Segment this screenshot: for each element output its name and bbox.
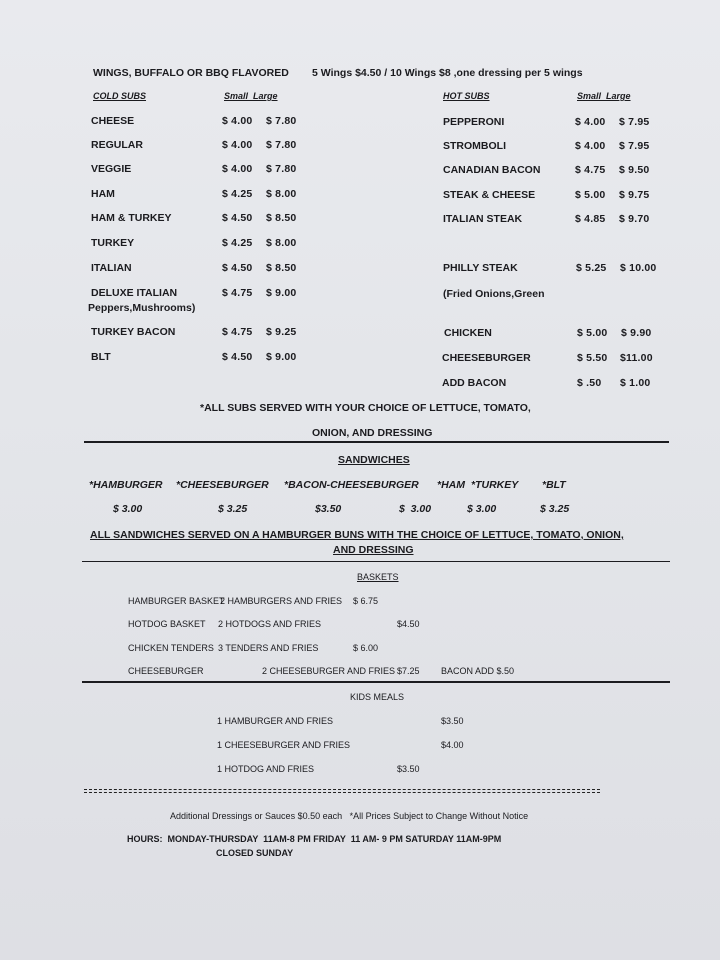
cold-sub-small: $ 4.25 xyxy=(222,188,253,200)
cold-sub-large: $ 7.80 xyxy=(266,163,297,175)
hot-sub-large: $ 7.95 xyxy=(619,140,650,152)
hot-sub-small: $ 4.85 xyxy=(575,213,606,225)
cold-sub-small: $ 4.50 xyxy=(222,351,253,363)
cold-subs-size-header: Small Large xyxy=(224,91,278,101)
hot-sub-name: ITALIAN STEAK xyxy=(443,213,523,225)
hot-subs-header: HOT SUBS xyxy=(443,91,490,101)
cold-sub-name: BLT xyxy=(91,351,111,363)
hot-sub-large: $ 9.70 xyxy=(619,213,650,225)
cold-subs-header: COLD SUBS xyxy=(93,91,147,101)
basket-price: $ 6.75 xyxy=(353,596,379,606)
cold-sub-small: $ 4.75 xyxy=(222,326,253,338)
hot-sub-name: STROMBOLI xyxy=(443,140,506,152)
sandwich-name: *HAM xyxy=(437,479,465,491)
wings-title: WINGS, BUFFALO OR BBQ FLAVORED xyxy=(93,67,289,79)
cold-sub-small: $ 4.75 xyxy=(222,287,253,299)
hot-sub-small: $ 5.00 xyxy=(575,189,606,201)
sandwich-price: $ 3.00 xyxy=(399,503,432,515)
hot-sub-small: $ .50 xyxy=(577,377,602,389)
kids-meal-desc: 1 HOTDOG AND FRIES xyxy=(217,764,315,774)
cold-sub-large: $ 7.80 xyxy=(266,139,297,151)
footer-closed: CLOSED SUNDAY xyxy=(216,848,294,858)
hot-sub-name: ADD BACON xyxy=(442,377,507,389)
subs-note-line2: ONION, AND DRESSING xyxy=(312,427,433,439)
sandwich-name: *TURKEY xyxy=(471,479,519,491)
sandwich-name: *CHEESEBURGER xyxy=(176,479,269,491)
hot-sub-name: CHEESEBURGER xyxy=(442,352,531,364)
cold-sub-name: ITALIAN xyxy=(91,262,132,274)
cold-sub-large: $ 9.25 xyxy=(266,326,297,338)
cold-sub-overflow-note: Peppers,Mushrooms) xyxy=(88,302,196,314)
sandwich-price: $ 3.25 xyxy=(540,503,570,515)
cold-sub-large: $ 9.00 xyxy=(266,287,297,299)
cold-sub-large: $ 7.80 xyxy=(266,115,297,127)
cold-sub-small: $ 4.00 xyxy=(222,163,253,175)
hot-sub-small: $ 4.00 xyxy=(575,116,606,128)
cold-sub-large: $ 8.50 xyxy=(266,262,297,274)
basket-name: CHICKEN TENDERS xyxy=(128,643,214,653)
sandwich-name: *BACON-CHEESEBURGER xyxy=(284,479,419,491)
basket-desc: 3 TENDERS AND FRIES xyxy=(218,643,319,653)
basket-name: CHEESEBURGER xyxy=(128,666,204,676)
sandwiches-header: SANDWICHES xyxy=(338,454,410,466)
basket-price: $4.50 xyxy=(397,619,420,629)
cold-sub-small: $ 4.00 xyxy=(222,139,253,151)
cold-sub-name: TURKEY BACON xyxy=(91,326,176,338)
kids-meal-desc: 1 HAMBURGER AND FRIES xyxy=(217,716,334,726)
cold-sub-large: $ 8.00 xyxy=(266,237,297,249)
basket-extra: BACON ADD $.50 xyxy=(441,666,515,676)
hot-sub-name: STEAK & CHEESE xyxy=(443,189,536,201)
cold-sub-name: VEGGIE xyxy=(91,163,132,175)
hot-sub-name: PHILLY STEAK xyxy=(443,262,518,274)
sandwich-price: $ 3.00 xyxy=(467,503,497,515)
hot-sub-name: CANADIAN BACON xyxy=(443,164,541,176)
cold-sub-small: $ 4.25 xyxy=(222,237,253,249)
kids-meal-desc: 1 CHEESEBURGER AND FRIES xyxy=(217,740,351,750)
cold-sub-name: REGULAR xyxy=(91,139,143,151)
kids-meal-price: $3.50 xyxy=(397,764,420,774)
divider xyxy=(82,561,670,562)
basket-desc: 2 HOTDOGS AND FRIES xyxy=(218,619,322,629)
footer-hours: HOURS: MONDAY-THURSDAY 11AM-8 PM FRIDAY 11 AM- 9 PM SATURDAY 11AM-9PM xyxy=(127,834,502,844)
baskets-header: BASKETS xyxy=(357,572,399,582)
hot-sub-large: $ 9.75 xyxy=(619,189,650,201)
hot-sub-small: $ 4.75 xyxy=(575,164,606,176)
kids-meal-price: $4.00 xyxy=(441,740,464,750)
basket-price: $7.25 xyxy=(397,666,420,676)
hot-sub-large: $ 9.90 xyxy=(621,327,652,339)
hot-sub-large: $ 7.95 xyxy=(619,116,650,128)
cold-sub-large: $ 8.00 xyxy=(266,188,297,200)
sandwich-note-line2: AND DRESSING xyxy=(333,544,414,556)
kids-meals-header: KIDS MEALS xyxy=(350,692,405,702)
hot-sub-name: CHICKEN xyxy=(444,327,492,339)
basket-desc: 2 HAMBURGERS AND FRIES xyxy=(220,596,343,606)
cold-sub-name: TURKEY xyxy=(91,237,135,249)
hot-sub-name: (Fried Onions,Green xyxy=(443,288,545,300)
cold-sub-large: $ 8.50 xyxy=(266,212,297,224)
hot-sub-small: $ 5.25 xyxy=(576,262,607,274)
cold-sub-name: DELUXE ITALIAN xyxy=(91,287,178,299)
cold-sub-small: $ 4.50 xyxy=(222,262,253,274)
cold-sub-small: $ 4.00 xyxy=(222,115,253,127)
hot-sub-small: $ 5.50 xyxy=(577,352,608,364)
hot-sub-large: $ 9.50 xyxy=(619,164,650,176)
sandwich-price: $ 3.00 xyxy=(113,503,143,515)
basket-name: HOTDOG BASKET xyxy=(128,619,206,629)
divider xyxy=(82,681,670,683)
cold-sub-name: CHEESE xyxy=(91,115,135,127)
sandwich-name: *HAMBURGER xyxy=(89,479,163,491)
hot-sub-name: PEPPERONI xyxy=(443,116,505,128)
sandwich-note-line1: ALL SANDWICHES SERVED ON A HAMBURGER BUNS WITH THE CHOICE OF LETTUCE, TOMATO, ONION, xyxy=(90,529,624,541)
basket-price: $ 6.00 xyxy=(353,643,379,653)
hot-sub-large: $ 1.00 xyxy=(620,377,651,389)
hot-sub-large: $ 10.00 xyxy=(620,262,657,274)
cold-sub-small: $ 4.50 xyxy=(222,212,253,224)
basket-desc: 2 CHEESEBURGER AND FRIES xyxy=(262,666,396,676)
subs-note-line1: *ALL SUBS SERVED WITH YOUR CHOICE OF LETTUCE, TOMATO, xyxy=(200,402,531,414)
dashed-divider xyxy=(84,789,600,793)
sandwich-price: $3.50 xyxy=(315,503,342,515)
cold-sub-large: $ 9.00 xyxy=(266,351,297,363)
cold-sub-name: HAM & TURKEY xyxy=(91,212,172,224)
hot-subs-size-header: Small Large xyxy=(577,91,631,101)
footer-notes: Additional Dressings or Sauces $0.50 each *All Prices Subject to Change Without Notice xyxy=(170,811,529,821)
basket-name: HAMBURGER BASKET xyxy=(128,596,225,606)
wings-pricing: 5 Wings $4.50 / 10 Wings $8 ,one dressing per 5 wings xyxy=(312,67,583,79)
hot-sub-small: $ 4.00 xyxy=(575,140,606,152)
divider xyxy=(84,441,669,443)
hot-sub-large: $11.00 xyxy=(620,352,653,364)
sandwich-name: *BLT xyxy=(542,479,566,491)
cold-sub-name: HAM xyxy=(91,188,115,200)
hot-sub-small: $ 5.00 xyxy=(577,327,608,339)
sandwich-price: $ 3.25 xyxy=(218,503,248,515)
kids-meal-price: $3.50 xyxy=(441,716,464,726)
